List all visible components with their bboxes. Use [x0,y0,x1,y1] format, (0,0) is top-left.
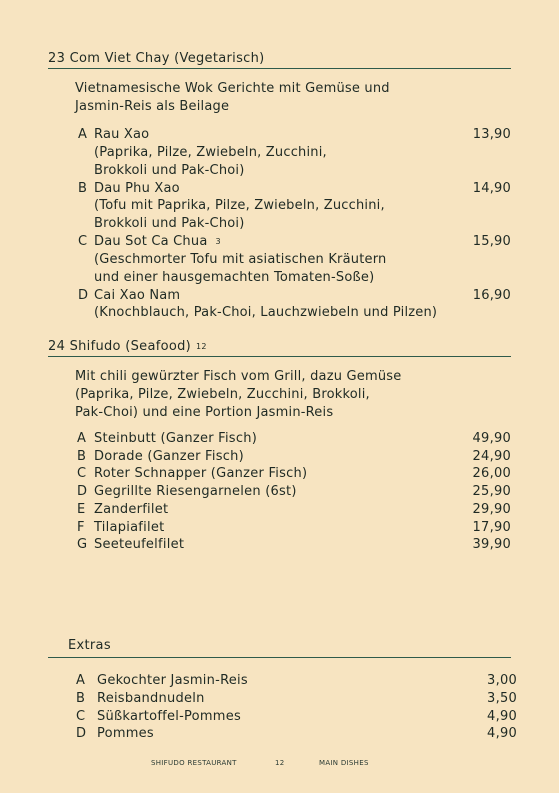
menu-item-23b [48,180,511,234]
item-name: Roter Schnapper (Ganzer Fisch) [94,466,308,482]
item-letter: A [76,673,86,688]
item-name: Gekochter Jasmin-Reis [97,673,248,688]
extras-item-d [48,726,517,744]
item-letter: F [77,519,85,535]
menu-item-23d [48,287,511,323]
footer-restaurant: SHIFUDO RESTAURANT [151,759,237,767]
item-letter: A [77,431,87,446]
item-name: Pommes [97,726,154,742]
item-letter: G [77,537,88,553]
menu-item-24d [48,484,511,502]
section-24-desc-line: Mit chili gewürzter Fisch vom Grill, dazu Gemüse [75,369,402,384]
item-name-text: Dau Sot Ca Chua [94,234,208,249]
item-ingredients: (Paprika, Pilze, Zwiebeln, Zucchini, [94,144,327,160]
item-letter: B [78,180,88,196]
menu-item-24f [48,520,511,538]
item-name: Dorade (Ganzer Fisch) [94,448,244,464]
item-name [94,233,221,251]
footer-section: MAIN DISHES [319,759,369,767]
item-name: Reisbandnudeln [97,690,205,706]
item-name: Süßkartoffel-Pommes [97,708,241,724]
item-price: 4,90 [487,726,517,742]
section-23-desc-line: Vietnamesische Wok Gerichte mit Gemüse und [75,81,390,96]
item-name: Seeteufelfilet [94,537,185,553]
menu-item-24e [48,502,511,520]
extras-item-c [48,709,517,727]
item-name: Zanderfilet [94,501,169,517]
item-letter: D [76,726,87,742]
item-price: 3,00 [487,673,517,688]
item-price: 39,90 [472,537,511,553]
item-letter: B [76,690,86,706]
item-name: Rau Xao [94,127,150,142]
item-price: 17,90 [472,519,511,535]
item-letter: E [77,501,86,517]
section-23-heading [48,51,511,69]
item-price: 26,00 [472,466,511,482]
item-ingredients: Brokkoli und Pak-Choi) [94,216,245,232]
item-letter: D [78,287,89,303]
section-24-heading [48,339,511,357]
item-price: 15,90 [472,234,511,249]
section-23-desc-line: Jasmin-Reis als Beilage [75,98,230,114]
menu-item-24a [48,431,511,449]
menu-item-24b [48,449,511,467]
item-letter: C [77,466,87,482]
item-ingredients: (Tofu mit Paprika, Pilze, Zwiebeln, Zucchini, [94,198,385,214]
item-name: Gegrillte Riesengarnelen (6st) [94,484,297,500]
menu-item-23c [48,233,511,287]
item-price: 29,90 [472,501,511,517]
extras-heading [48,638,511,658]
allergen-note: 12 [196,342,207,351]
item-name: Cai Xao Nam [94,287,181,303]
item-price: 14,90 [472,180,511,196]
section-23-title: 23 Com Viet Chay (Vegetarisch) [48,51,265,66]
menu-item-23a [48,126,511,180]
item-price: 24,90 [472,448,511,464]
item-letter: C [78,234,88,249]
item-letter: B [77,448,87,464]
item-price: 4,90 [487,708,517,724]
section-23-description [75,80,390,116]
item-price: 25,90 [472,484,511,500]
item-letter: C [76,708,86,724]
item-price: 16,90 [472,287,511,303]
item-ingredients: (Knochblauch, Pak-Choi, Lauchzwiebeln und Pilzen) [94,305,438,321]
item-ingredients: (Geschmorter Tofu mit asiatischen Kräutern [94,251,387,267]
item-name: Tilapiafilet [94,519,165,535]
item-name: Steinbutt (Ganzer Fisch) [94,431,258,446]
item-letter: D [77,484,88,500]
menu-item-24c [48,466,511,484]
section-24-description [75,368,401,421]
item-price: 3,50 [487,690,517,706]
allergen-note: 3 [215,237,221,246]
extras-title: Extras [68,638,111,653]
item-price: 13,90 [472,127,511,142]
extras-item-b [48,691,517,709]
footer-page-number: 12 [275,759,285,767]
menu-item-24g [48,537,511,555]
section-24-desc-line: (Paprika, Pilze, Zwiebeln, Zucchini, Brokkoli, [75,386,370,402]
item-letter: A [78,127,88,142]
item-ingredients: und einer hausgemachten Tomaten-Soße) [94,269,375,285]
item-name: Dau Phu Xao [94,180,180,196]
extras-item-a [48,673,517,691]
item-price: 49,90 [472,431,511,446]
section-24-title: 24 Shifudo (Seafood) [48,339,192,354]
section-24-desc-line: Pak-Choi) und eine Portion Jasmin-Reis [75,404,334,420]
item-ingredients: Brokkoli und Pak-Choi) [94,162,245,178]
